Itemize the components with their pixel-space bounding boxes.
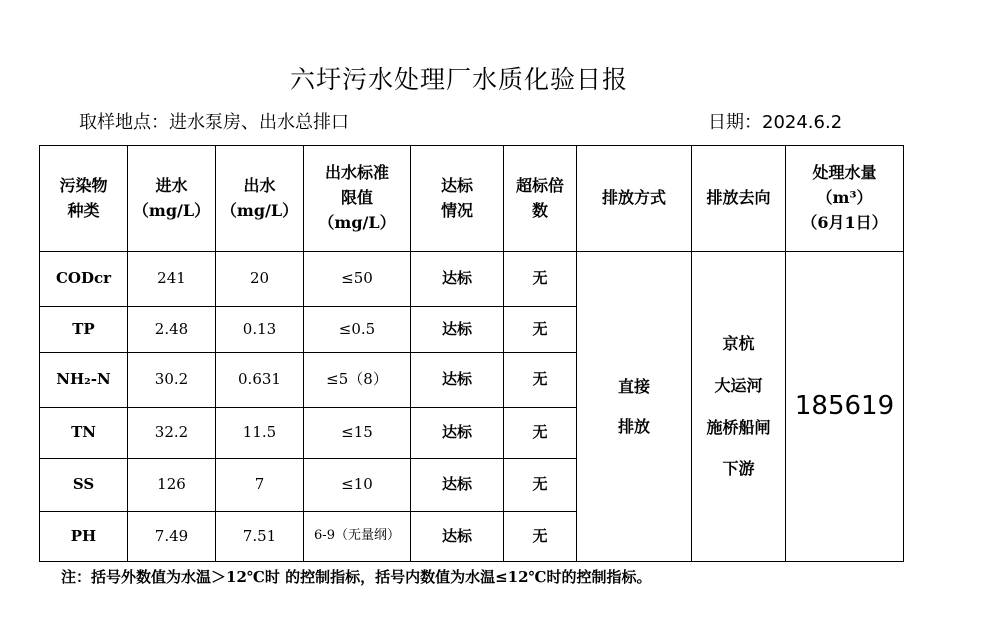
exceed-cell: 无 <box>504 252 577 307</box>
pollutant-cell: CODcr <box>40 252 128 307</box>
treated-volume-value: 185619 <box>786 252 904 562</box>
outflow-cell: 11.5 <box>216 408 304 459</box>
header-status: 达标 情况 <box>411 146 504 252</box>
limit-cell: ≤10 <box>304 459 411 512</box>
footnote: 注：括号外数值为水温＞12℃时 的控制指标，括号内数值为水温≤12℃时的控制指标。 <box>61 568 652 586</box>
header-exceed: 超标倍 数 <box>504 146 577 252</box>
water-quality-table <box>39 145 904 562</box>
status-cell: 达标 <box>411 307 504 353</box>
table-row <box>40 252 904 307</box>
pollutant-cell: TN <box>40 408 128 459</box>
status-cell: 达标 <box>411 353 504 408</box>
status-cell: 达标 <box>411 252 504 307</box>
header-volume: 处理水量 （m³） （6月1日） <box>786 146 904 252</box>
outflow-cell: 7.51 <box>216 512 304 562</box>
exceed-cell: 无 <box>504 408 577 459</box>
header-limit: 出水标准 限值 （mg/L） <box>304 146 411 252</box>
header-discharge-direction: 排放去向 <box>692 146 786 252</box>
inflow-cell: 2.48 <box>128 307 216 353</box>
exceed-cell: 无 <box>504 459 577 512</box>
report-date: 日期：2024.6.2 <box>708 112 843 133</box>
header-pollutant: 污染物 种类 <box>40 146 128 252</box>
inflow-cell: 30.2 <box>128 353 216 408</box>
status-cell: 达标 <box>411 512 504 562</box>
discharge-direction-cell: 京杭 大运河 施桥船闸 下游 <box>692 252 786 562</box>
limit-cell: ≤5（8） <box>304 353 411 408</box>
status-cell: 达标 <box>411 459 504 512</box>
sampling-location: 取样地点：进水泵房、出水总排口 <box>79 112 349 133</box>
header-outflow: 出水 （mg/L） <box>216 146 304 252</box>
inflow-cell: 126 <box>128 459 216 512</box>
report-title: 六圩污水处理厂水质化验日报 <box>289 65 628 94</box>
inflow-cell: 7.49 <box>128 512 216 562</box>
header-row <box>40 146 904 252</box>
pollutant-cell: TP <box>40 307 128 353</box>
inflow-cell: 32.2 <box>128 408 216 459</box>
outflow-cell: 7 <box>216 459 304 512</box>
pollutant-cell: PH <box>40 512 128 562</box>
status-cell: 达标 <box>411 408 504 459</box>
outflow-cell: 20 <box>216 252 304 307</box>
exceed-cell: 无 <box>504 307 577 353</box>
outflow-cell: 0.631 <box>216 353 304 408</box>
exceed-cell: 无 <box>504 353 577 408</box>
pollutant-cell: SS <box>40 459 128 512</box>
pollutant-cell: NH₂-N <box>40 353 128 408</box>
limit-cell: ≤15 <box>304 408 411 459</box>
limit-cell: ≤0.5 <box>304 307 411 353</box>
header-discharge-method: 排放方式 <box>577 146 692 252</box>
discharge-method-cell: 直接 排放 <box>577 252 692 562</box>
outflow-cell: 0.13 <box>216 307 304 353</box>
inflow-cell: 241 <box>128 252 216 307</box>
limit-cell: 6-9（无量纲） <box>304 512 411 562</box>
header-inflow: 进水 （mg/L） <box>128 146 216 252</box>
limit-cell: ≤50 <box>304 252 411 307</box>
exceed-cell: 无 <box>504 512 577 562</box>
